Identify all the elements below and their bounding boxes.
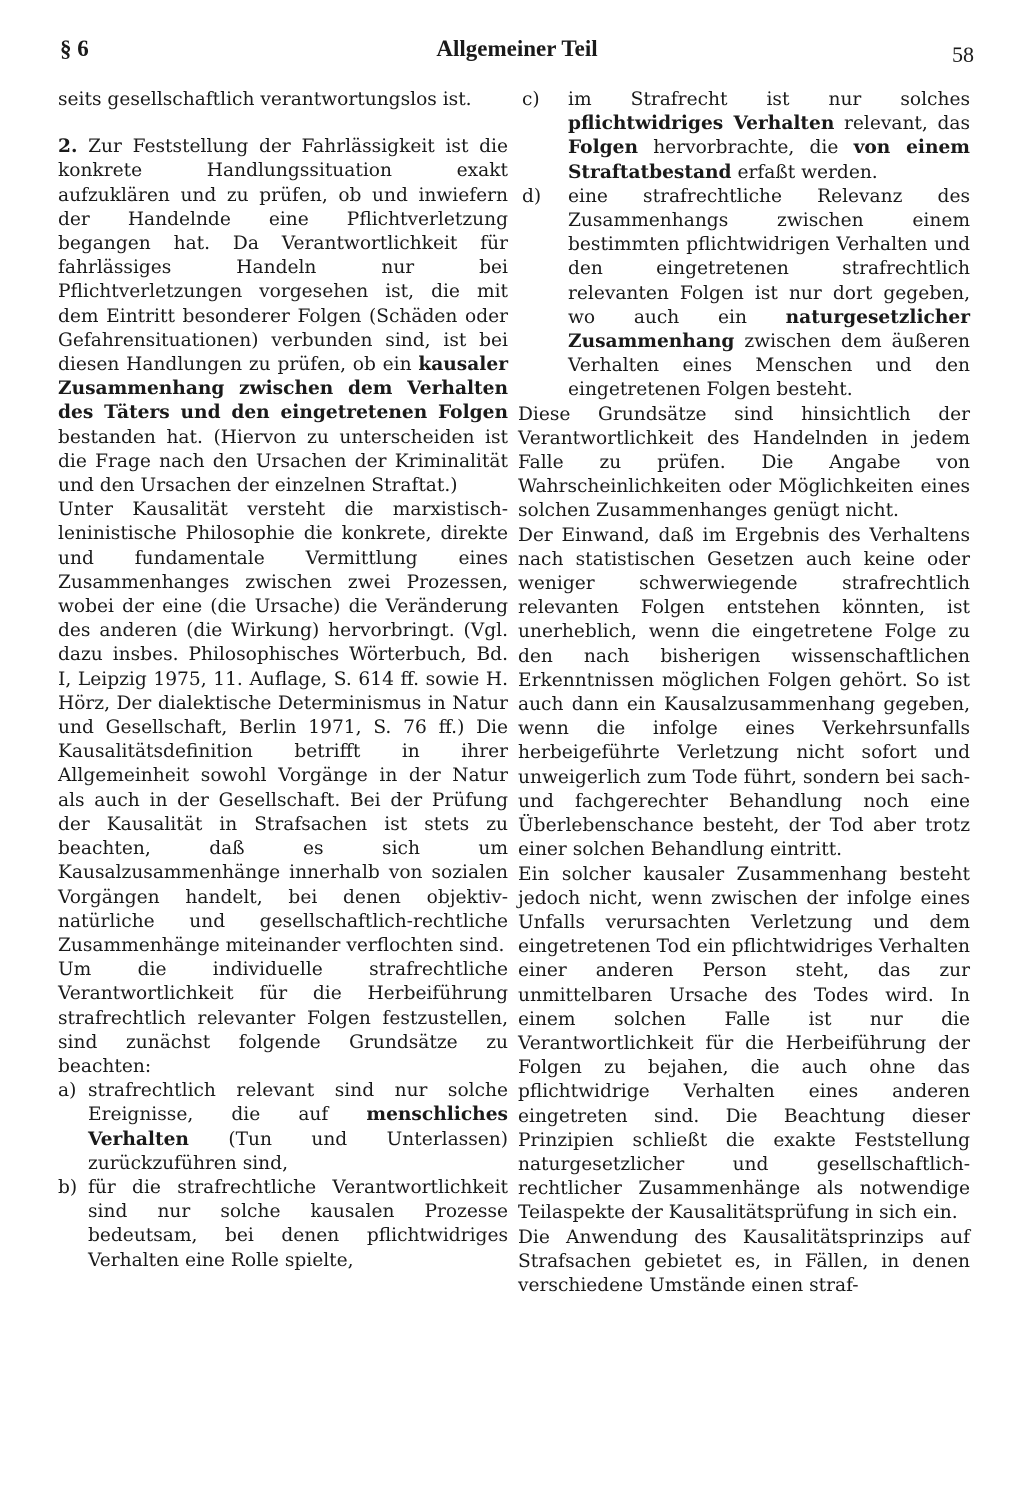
list-label: c) <box>522 89 540 110</box>
paragraph-principles-intro: Um die individuelle strafrechtliche Verantwortlichkeit für die Herbeiführung strafrechtlich relevanter Folgen festzustellen, sind zunächst folgende Grundsätze zu beachten: <box>58 959 508 1077</box>
list-label: a) <box>58 1080 77 1102</box>
paragraph-principles-check: Diese Grundsätze sind hinsichtlich der Verantwortlichkeit des Handelnden in jedem Falle zu prüfen. Die Angabe von Wahrscheinlichkeiten oder Möglichkeiten eines solchen Zusammenhanges genügt nicht. <box>518 403 970 522</box>
list-label: d) <box>522 185 542 207</box>
right-column <box>518 88 970 1298</box>
header-title: Allgemeiner Teil <box>436 36 598 61</box>
paragraph-number: 2. <box>58 136 78 158</box>
section-number: § 6 <box>60 36 89 61</box>
page-number: 58 <box>952 42 974 67</box>
paragraph-objection: Der Einwand, daß im Ergebnis des Verhaltens nach statistischen Gesetzen auch keine oder weniger schwerwiegende strafrechtlich relevanten Folgen entstehen könnten, ist unerheblich, wenn die eingetretene Folge zu den nach bisherigen wissenschaftlichen Erkenntnissen möglichen Folgen gehört. So ist auch dann ein Kausalzusammenhang gegeben, wenn die infolge eines Verkehrsunfalls herbeigeführte Verletzung nicht sofort und unweigerlich zum Tode führt, sondern bei sach- und fachgerechter Behandlung noch eine Überlebenschance besteht, der Tod aber trotz einer solchen Behandlung eintritt. <box>518 524 970 861</box>
paragraph-continuation: seits gesellschaftlich verantwortungslos ist. <box>58 89 472 110</box>
list-item-d: d) eine strafrechtliche Relevanz des Zusammenhangs zwischen einem bestimmten pflichtwidrigen Verhalten und den eingetretenen strafrechtlich relevanten Folgen ist nur dort gegeben, wo auch ein naturgesetzlicher Zusammenhang zwischen dem äußeren Verhalten eines Menschen und den eingetretenen Folgen besteht. <box>522 185 970 401</box>
paragraph-no-causal-link: Ein solcher kausaler Zusammenhang besteht jedoch nicht, wenn zwischen der infolge eines Unfalls verursachten Verletzung und dem eingetretenen Tod ein pflichtwidriges Verhalten einer anderen Person steht, das zur unmittelbaren Ursache des Todes wird. In einem solchen Falle ist nur die Verantwortlichkeit für die Herbeiführung der Folgen zu bejahen, die auch ohne das pflichtwidrige Verhalten eines anderen eingetreten sind. Die Beachtung dieser Prinzipien schließt die exakte Feststellung naturgesetzlicher und gesellschaftlich-rechtlicher Zusammenhänge als notwendige Teilaspekte der Kausalitätsprüfung in sich ein. <box>518 863 970 1224</box>
running-header <box>60 36 974 76</box>
emphasis-causal-link: kausaler Zusammenhang zwischen dem Verhalten des Täters und den eingetretenen Folgen <box>58 354 508 424</box>
list-item-c: c) im Strafrecht ist nur solches pflichtwidriges Verhalten relevant, das Folgen hervorbrachte, die von einem Straftatbestand erfaßt werden. <box>522 89 970 183</box>
list-item-a: a) strafrechtlich relevant sind nur solche Ereignisse, die auf menschliches Verhalten (Tun und Unterlassen) zurückzuführen sind, <box>58 1080 508 1174</box>
paragraph-application: Die Anwendung des Kausalitätsprinzips auf Strafsachen gebietet es, in Fällen, in denen verschiedene Umstände einen straf- <box>518 1226 970 1296</box>
emphasis-human-conduct: menschliches Verhalten <box>88 1104 508 1150</box>
list-label: b) <box>58 1176 78 1198</box>
left-column <box>58 88 508 1273</box>
emphasis-natural-law: naturgesetzlicher Zusammenhang <box>568 306 970 353</box>
paragraph-2: 2. Zur Feststellung der Fahrlässigkeit ist die konkrete Handlungssituation exakt aufzuklären und zu prüfen, ob und inwiefern der Handelnde eine Pflichtverletzung begangen hat. Da Verantwortlichkeit für fahrlässiges Handeln nur bei Pflichtverletzungen vorgesehen ist, die mit dem Eintritt besonderer Folgen (Schäden oder Gefahrensituationen) verbunden sind, ist bei diesen Handlungen zu prüfen, ob ein kausaler Zusammenhang zwischen dem Verhalten des Täters und den eingetretenen Folgen bestanden hat. (Hiervon zu unterscheiden ist die Frage nach den Ursachen der Kriminalität und den Ursachen der einzelnen Straftat.) <box>58 136 508 497</box>
paragraph-causality-definition: Unter Kausalität versteht die marxistisch-leninistische Philosophie die konkrete, direkte und fundamentale Vermittlung eines Zusammenhanges zwischen zwei Prozessen, wobei der eine (die Ursache) die Veränderung des anderen (die Wirkung) hervorbringt. (Vgl. dazu insbes. Philosophisches Wörterbuch, Bd. I, Leipzig 1975, 11. Auflage, S. 614 ff. sowie H. Hörz, Der dialektische Determinismus in Natur und Gesellschaft, Berlin 1971, S. 76 ff.) Die Kausalitätsdefinition betrifft in ihrer Allgemeinheit sowohl Vorgänge in der Natur als auch in der Gesellschaft. Bei der Prüfung der Kausalität in Strafsachen ist stets zu beachten, daß es sich um Kausalzusammenhänge innerhalb von sozialen Vorgängen handelt, bei denen objektiv-natürliche und gesellschaftlich-rechtliche Zusammenhänge miteinander verflochten sind. <box>58 499 508 956</box>
list-item-b: b) für die strafrechtliche Verantwortlichkeit sind nur solche kausalen Prozesse bedeutsam, bei denen pflichtwidriges Verhalten eine Rolle spielte, <box>58 1176 508 1271</box>
